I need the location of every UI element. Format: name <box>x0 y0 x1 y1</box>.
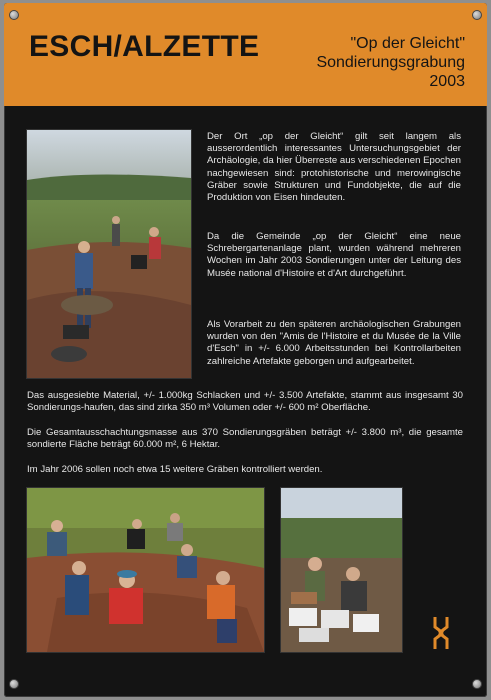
screw-icon <box>9 679 19 689</box>
page-title: ESCH/ALZETTE <box>29 30 260 63</box>
subtitle-line-2: Sondierungsgrabung <box>316 54 465 71</box>
paragraph-totals: Die Gesamtausschachtungsmasse aus 370 Sondierungsgräben beträgt +/- 3.800 m³, die gesamte sondierte Fläche beträgt 60.000 m², 6 Hektar. <box>27 427 463 451</box>
paragraph-outlook: Im Jahr 2006 sollen noch etwa 15 weitere Gräben kontrolliert werden. <box>27 464 323 475</box>
logo-icon <box>431 615 453 651</box>
info-plaque <box>4 3 487 697</box>
paragraph-survey: Da die Gemeinde „op der Gleicht“ eine neue Schrebergartenanlage plant, wurden während mehreren Wochen im Jahr 2003 Sondierungen unter der Leitung des Musée national d'Histoire et d'Art durchgeführt. <box>207 231 461 279</box>
paragraph-material: Das ausgesiebte Material, +/- 1.000kg Schlacken und +/- 3.500 Artefakte, stammt aus insgesamt 30 Sondierungs-haufen, das sind zirka 350 m³ Volumen oder +/- 600 m² Oberfläche. <box>27 390 463 414</box>
excavation-photo <box>26 129 192 379</box>
volunteers-photo <box>26 487 265 653</box>
subtitle-line-1: "Op der Gleicht" <box>350 35 465 52</box>
paragraph-intro: Der Ort „op der Gleicht“ gilt seit langem als ausserordentlich interessantes Untersuchungsgebiet der Archäologie, da hier Überreste aus verschiedenen Epochen nachgewiesen sind: protohistorische und merowingische Gräber sowie Strukturen und Fundobjekte, die auf die Produktion von Eisen hindeuten. <box>207 131 461 204</box>
finds-photo <box>280 487 403 653</box>
paragraph-preparation: Als Vorarbeit zu den späteren archäologischen Grabungen wurden von den "Amis de l'Histoire et du Musée de la Ville d'Esch" in +/- 6.000 Arbeitsstunden bei Kontrollarbeiten zahlreiche Artefakte geborgen und aufgearbeitet. <box>207 319 461 367</box>
header-band <box>4 3 487 106</box>
screw-icon <box>472 679 482 689</box>
subtitle-line-3: 2003 <box>429 73 465 90</box>
screw-icon <box>9 10 19 20</box>
subtitle <box>265 34 465 91</box>
screw-icon <box>472 10 482 20</box>
